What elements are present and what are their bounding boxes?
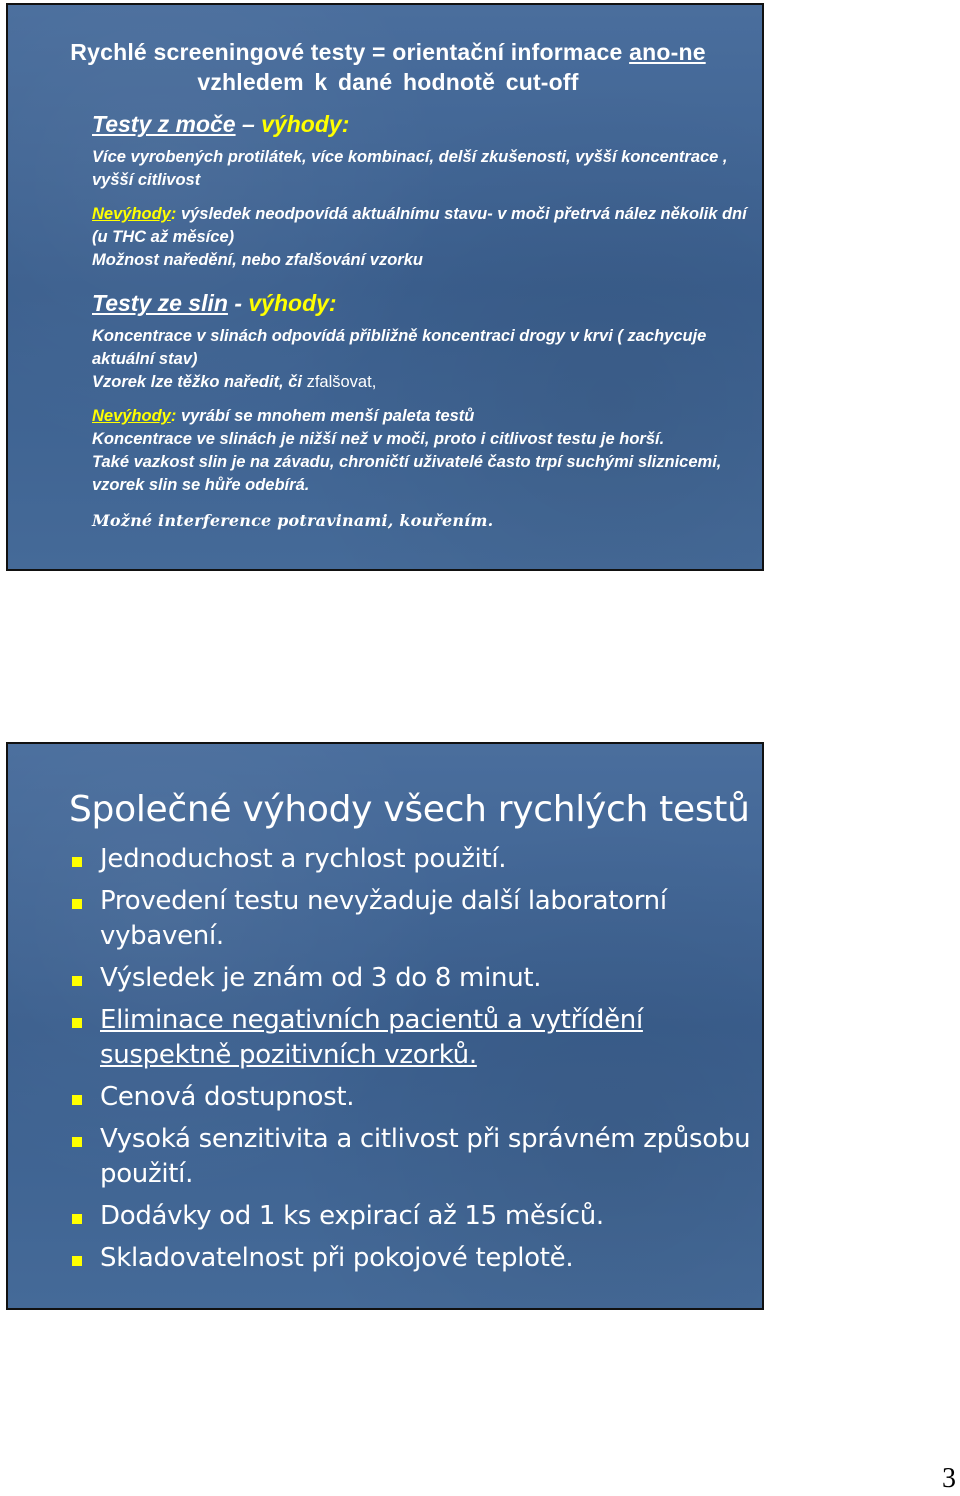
slide1-body (92, 109, 762, 532)
title-line-1-text: Rychlé screeningové testy = orientační informace (70, 39, 630, 65)
saliva-disadvantages-text: vyrábí se mnohem menší paleta testů (176, 407, 475, 425)
list-item-text: Vysoká senzitivita a citlivost při správném způsobu použití. (100, 1124, 751, 1189)
slide1-title (28, 37, 748, 97)
list-item-text: Skladovatelnost při pokojové teplotě. (100, 1243, 574, 1273)
urine-heading-dash: – (235, 111, 262, 137)
urine-heading-advantages: výhody: (261, 111, 350, 137)
list-item (72, 884, 752, 954)
list-item-text: Dodávky od 1 ks expirací až 15 měsíců. (100, 1201, 604, 1231)
list-item (72, 842, 752, 877)
saliva-disadvantages-label: Nevýhody (92, 407, 171, 425)
urine-heading-label: Testy z moče (92, 111, 236, 137)
list-item-text: Jednoduchost a rychlost použití. (100, 844, 507, 874)
urine-tests-heading (92, 109, 762, 139)
list-item (72, 961, 752, 996)
list-item-text: Cenová dostupnost. (100, 1082, 355, 1112)
saliva-advantages-text-2-bold: Vzorek lze těžko naředit, či (92, 373, 307, 391)
saliva-disadvantages-text-3: Také vazkost slin je na závadu, chroničtí uživatelé často trpí suchými sliznicemi, vzorek slin se hůře odebírá. (92, 453, 722, 494)
urine-disadvantages (92, 203, 762, 249)
square-bullet-icon (72, 1256, 82, 1266)
saliva-tests-heading (92, 288, 762, 318)
saliva-disadvantages (92, 405, 762, 428)
urine-advantages-text: Více vyrobených protilátek, více kombinací, delší zkušenosti, vyšší koncentrace , vyšší citlivost (92, 148, 728, 189)
list-item-text: Provedení testu nevyžaduje další laboratorní vybavení. (100, 886, 667, 951)
square-bullet-icon (72, 1095, 82, 1105)
list-item (72, 1199, 752, 1234)
square-bullet-icon (72, 1214, 82, 1224)
slide-urine-saliva-tests (6, 3, 764, 571)
saliva-advantages-text-2-normal: zfalšovat, (306, 373, 377, 391)
square-bullet-icon (72, 1137, 82, 1147)
saliva-heading-dash: - (227, 290, 249, 316)
list-item (72, 1080, 752, 1115)
saliva-disadvantages-colon: : (170, 407, 177, 425)
slide-common-advantages (6, 742, 764, 1310)
saliva-disadvantages-text-2: Koncentrace ve slinách je nižší než v moči, proto i citlivost testu je horší. (92, 430, 665, 448)
square-bullet-icon (72, 1018, 82, 1028)
list-item-text: Výsledek je znám od 3 do 8 minut. (100, 963, 542, 993)
saliva-heading-advantages: výhody: (248, 290, 337, 316)
list-item (72, 1241, 752, 1276)
list-item (72, 1122, 752, 1192)
square-bullet-icon (72, 976, 82, 986)
list-item (72, 1003, 752, 1073)
title-line-2: vzhledem k dané hodnotě cut-off (197, 69, 579, 95)
interference-text: Možné interference potravinami, kouřením. (92, 511, 494, 530)
slide2-title: Společné výhody všech rychlých testů (69, 789, 750, 830)
urine-disadvantages-label: Nevýhody (92, 205, 171, 223)
saliva-heading-label: Testy ze slin (92, 290, 228, 316)
saliva-advantages-text: Koncentrace v slinách odpovídá přibližně koncentraci drogy v krvi ( zachycuje aktuální stav) (92, 327, 707, 368)
urine-disadvantages-text: výsledek neodpovídá aktuálnímu stavu- v moči přetrvá nález několik dní (u THC až měsíce) (92, 205, 747, 246)
title-ano-ne: ano-ne (629, 39, 706, 65)
square-bullet-icon (72, 899, 82, 909)
advantages-list (72, 842, 752, 1283)
urine-disadvantages-colon: : (170, 205, 177, 223)
urine-disadvantages-text-2: Možnost naředění, nebo zfalšování vzorku (92, 251, 423, 269)
square-bullet-icon (72, 857, 82, 867)
saliva-advantages-text-2 (92, 371, 762, 394)
title-line-1 (28, 37, 748, 67)
page-number: 3 (942, 1463, 956, 1494)
list-item-text: Eliminace negativních pacientů a vytřídění suspektně pozitivních vzorků. (100, 1005, 643, 1070)
